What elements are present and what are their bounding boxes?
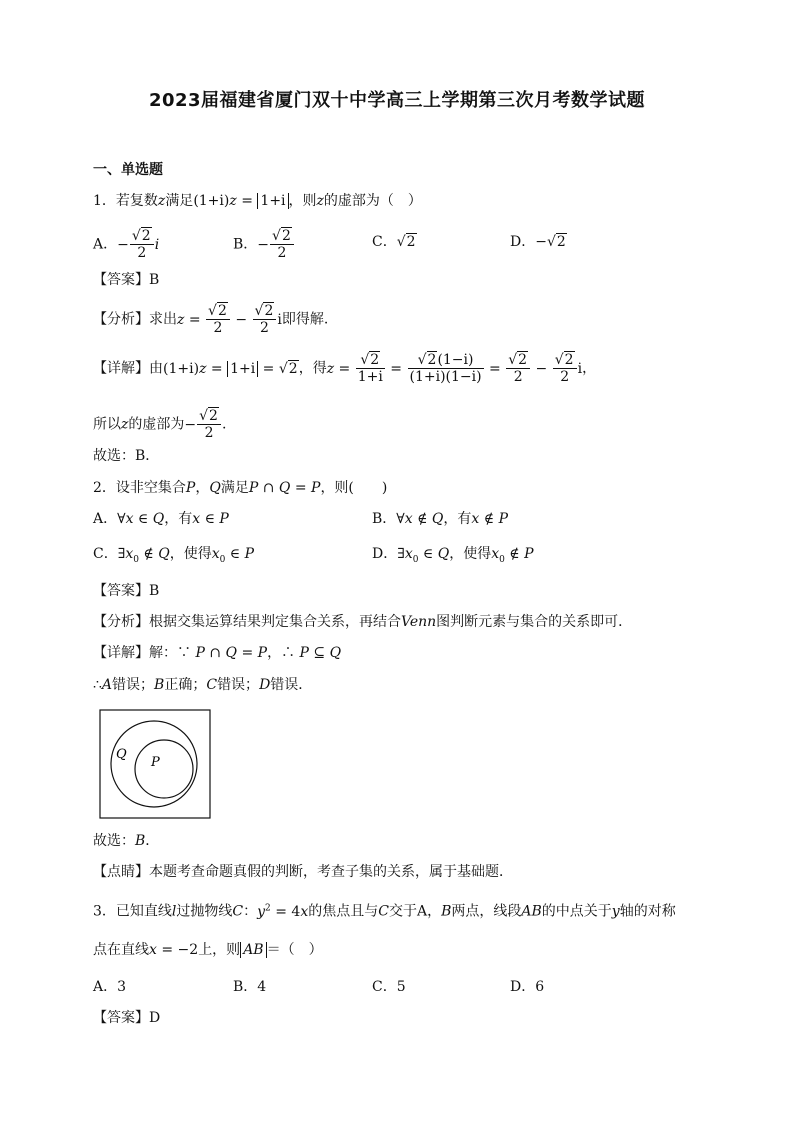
q2-option-a: A．∀x ∈ Q，有x ∈ P — [93, 511, 229, 527]
q3-line2-pre: 点在直线 — [93, 942, 149, 958]
q1-equation: (1+i)z = 1+i — [193, 193, 288, 209]
q3-stem-line2 — [93, 940, 323, 960]
q2-therefore: ∴ — [93, 677, 102, 693]
q2-sep: ， — [195, 480, 210, 496]
q2-detail-line2: ∴A错误；B正确；C错误；D错误． — [93, 677, 313, 693]
q2-detail-math: ∵ P ∩ Q = P，∴ P ⊆ Q — [177, 645, 342, 661]
q2-b-right: 正确； — [164, 677, 207, 693]
q3-p2: ： — [243, 903, 258, 920]
q3-prefix: 3．已知直线 — [93, 903, 172, 920]
q2-detail — [93, 643, 341, 663]
q1-option-a-label: A． — [93, 236, 118, 253]
analysis-tag: 【分析】 — [93, 311, 149, 328]
venn-label-p: P — [151, 755, 160, 770]
q3-option-a: A．3 — [93, 979, 127, 995]
q1-prefix: 1．若复数 — [93, 193, 158, 209]
q2-choose-b: B — [135, 833, 146, 849]
q2-option-b: B．∀x ∉ Q，有x ∉ P — [372, 511, 508, 527]
q2-option-a-tail: ，有 — [164, 511, 193, 527]
q3-option-d: D．6 — [510, 979, 545, 995]
q1-analysis-math: z = $\frac{√2}{2}$ − $\frac{√2}{2}$ i — [177, 303, 282, 336]
q3-p5: 两点，线段 — [451, 903, 522, 920]
q2-option-a-label: A．∀ — [93, 511, 126, 527]
q2-option-d: D．$\exists x_0$ ∈ Q，使得$x_0$ ∉ P — [372, 546, 534, 565]
q3-line-eq: x = −2 — [149, 942, 199, 958]
q3-stem: 3．已知直线l过抛物线C：$y^2 = 4x$的焦点且与C交于A，B两点，线段AB的中点关于y轴的对称 — [93, 903, 676, 920]
q1-option-c-math: √2 — [396, 234, 416, 250]
q1-detail-eq2: z = $\frac{√2}{1+i}$ = $\frac{√2(1-i)}{(1+i)(1-i)}$ = $\frac{√2}{2}$ − $\frac{√2}{2}$ i — [326, 352, 583, 385]
answer-tag: 【答案】 — [93, 272, 149, 288]
q1-conclusion-mid: 的虚部为 — [128, 416, 185, 433]
q1-option-a-math: − $\frac{√2}{2}$ i — [117, 228, 160, 261]
q1-analysis-pre: 求出 — [149, 311, 177, 328]
q3-p4: 交于A， — [388, 903, 442, 920]
q2-var-q: Q — [209, 480, 221, 496]
q3-p7: 轴的对称 — [619, 903, 676, 920]
q1-option-d — [510, 232, 567, 252]
q1-conclusion-math: − $\frac{√2}{2}$ — [184, 417, 222, 433]
q2-stem — [93, 478, 387, 498]
q1-detail-mid: ，得 — [298, 360, 327, 377]
q2-comment-text: 本题考查命题真假的判断，考查子集的关系，属于基础题． — [149, 864, 513, 880]
analysis-tag: 【分析】 — [93, 614, 149, 630]
q1-option-a — [93, 228, 159, 261]
venn-diagram — [99, 709, 211, 819]
q2-choose — [93, 831, 159, 851]
detail-tag: 【详解】 — [93, 360, 149, 377]
q1-option-b-math: − $\frac{√2}{2}$ — [257, 237, 295, 253]
q1-choose: 故选：B． — [93, 448, 160, 464]
venn-label-q: Q — [116, 747, 127, 762]
q2-option-d-tail: ，使得 — [449, 546, 492, 562]
q1-var-z: z — [157, 193, 166, 209]
q3-answer — [93, 1008, 160, 1028]
q3-abs-ab: AB — [240, 942, 266, 958]
q2-detail-pre: 解： — [149, 645, 177, 661]
q2-d-wrong: 错误． — [270, 677, 313, 693]
q2-choose-end: ． — [145, 833, 160, 849]
q1-option-c — [372, 232, 417, 252]
comment-tag: 【点睛】 — [93, 864, 149, 880]
q2-analysis — [93, 612, 632, 632]
q2-answer-value: B — [149, 583, 160, 599]
q1-detail-pre: 由 — [149, 360, 163, 377]
q1-answer — [93, 270, 159, 290]
q2-suffix: ，则( ) — [320, 480, 388, 496]
q2-prefix: 2．设非空集合 — [93, 480, 186, 496]
q2-option-c: C．$\exists x_0$ ∉ Q，使得$x_0$ ∈ P — [93, 546, 255, 565]
q3-option-b: B．4 — [233, 979, 267, 995]
section-heading: 一、单选题 — [93, 162, 163, 178]
q3-line2-end: ＝（ ） — [266, 942, 323, 958]
q1-option-d-label: D． — [510, 234, 536, 250]
q2-choose-pre: 故选： — [93, 833, 135, 849]
q1-conclusion-end: . — [221, 416, 227, 433]
venn-circle-p — [135, 740, 193, 798]
q2-option-c-tail: ，使得 — [169, 546, 212, 562]
q1-conclusion — [93, 408, 226, 441]
q2-option-d-label: D．∃ — [372, 546, 405, 562]
q1-option-c-label: C． — [372, 234, 397, 250]
q1-mid: 满足 — [165, 193, 194, 209]
q1-suffix2: 的虚部为（ ） — [323, 193, 422, 209]
answer-tag: 【答案】 — [93, 583, 149, 599]
q1-option-d-math: −√2 — [535, 234, 566, 250]
detail-tag: 【详解】 — [93, 645, 149, 661]
q2-mid: 满足 — [220, 480, 249, 496]
q1-detail-end: ， — [582, 360, 597, 377]
q1-detail — [93, 352, 596, 385]
q2-a-wrong: 错误； — [112, 677, 155, 693]
q1-detail-eq1: (1+i)z = 1+i = √2 — [163, 360, 298, 377]
q1-answer-value: B — [149, 272, 160, 288]
q2-analysis-venn: Venn — [401, 614, 437, 630]
q1-analysis — [93, 303, 328, 336]
q2-c-wrong: 错误； — [217, 677, 260, 693]
answer-tag: 【答案】 — [93, 1010, 149, 1026]
q2-analysis-post: 图判断元素与集合的关系即可． — [436, 614, 633, 630]
q1-stem — [93, 191, 422, 211]
q2-analysis-pre: 根据交集运算结果判定集合关系，再结合 — [149, 614, 401, 630]
q1-option-b-label: B． — [233, 236, 258, 253]
q3-p6: 的中点关于 — [541, 903, 612, 920]
q1-analysis-post: 即得解. — [281, 311, 329, 328]
q2-var-p: P — [185, 480, 196, 496]
q1-conclusion-z: z — [121, 416, 129, 433]
q1-var-z2: z — [316, 193, 324, 209]
q3-p3: 的焦点且与 — [308, 903, 379, 920]
q1-option-b — [233, 228, 295, 261]
q3-option-c: C．5 — [372, 979, 406, 995]
q3-answer-value: D — [149, 1010, 161, 1026]
q2-answer — [93, 581, 159, 601]
q3-p1: 过抛物线 — [176, 903, 233, 920]
q3-line2-mid: 上，则 — [198, 942, 241, 958]
q3-parabola: $y^2 = 4x$ — [257, 903, 309, 920]
q2-comment — [93, 862, 513, 882]
q2-condition: P ∩ Q = P — [248, 480, 321, 496]
q2-option-b-tail: ，有 — [443, 511, 472, 527]
q2-option-b-label: B．∀ — [372, 511, 405, 527]
q2-option-c-label: C．∃ — [93, 546, 126, 562]
page-title: 2023届福建省厦门双十中学高三上学期第三次月考数学试题 — [148, 90, 646, 111]
q1-conclusion-pre: 所以 — [93, 416, 121, 433]
q1-suffix: ，则 — [288, 193, 317, 209]
